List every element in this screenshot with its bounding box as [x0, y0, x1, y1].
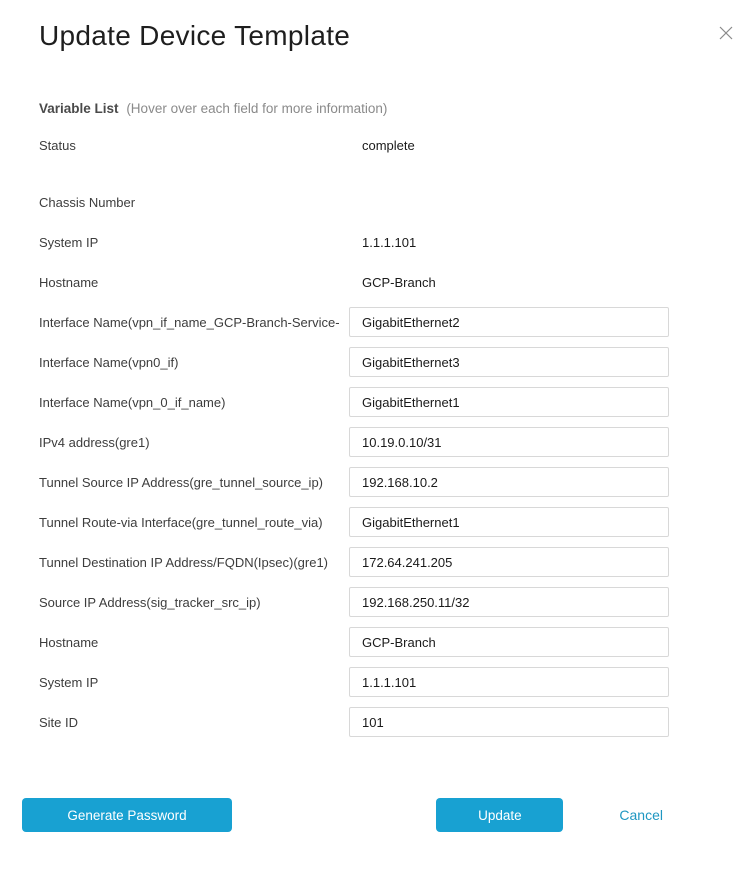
- field-row-tunnel-source-ip: [39, 462, 669, 502]
- cancel-button[interactable]: Cancel: [619, 807, 663, 823]
- field-row-tunnel-destination-ip: [39, 542, 669, 582]
- field-row-source-ip-tracker: [39, 582, 669, 622]
- close-x-glyph: [718, 25, 734, 41]
- field-row-interface-name-service: [39, 302, 669, 342]
- field-label: Chassis Number: [39, 194, 136, 210]
- generate-password-button[interactable]: Generate Password: [22, 798, 232, 832]
- system-ip-input[interactable]: [349, 667, 669, 697]
- variable-list-heading: Variable List: [39, 101, 119, 116]
- field-row-system-ip-readonly: [39, 222, 669, 262]
- footer-action-group: [436, 798, 663, 832]
- update-button[interactable]: Update: [436, 798, 563, 832]
- field-row-tunnel-route-via: [39, 502, 669, 542]
- field-row-ipv4-address-gre1: [39, 422, 669, 462]
- close-icon[interactable]: [716, 23, 736, 43]
- field-label: Interface Name(vpn_0_if_name): [39, 394, 226, 410]
- field-label: Tunnel Route-via Interface(gre_tunnel_route_via): [39, 514, 323, 530]
- interface-name-vpn-0-if-name-input[interactable]: [349, 387, 669, 417]
- field-label: System IP: [39, 674, 99, 690]
- interface-name-vpn0-if-input[interactable]: [349, 347, 669, 377]
- dialog-footer: [22, 798, 663, 832]
- field-row-hostname-readonly: [39, 262, 669, 302]
- field-row-interface-name-vpn0-if: [39, 342, 669, 382]
- field-row-chassis-number: [39, 182, 669, 222]
- tunnel-route-via-input[interactable]: [349, 507, 669, 537]
- field-label: Interface Name(vpn0_if): [39, 354, 179, 370]
- field-value: complete: [362, 137, 415, 153]
- hostname-input[interactable]: [349, 627, 669, 657]
- field-row-hostname: [39, 622, 669, 662]
- field-label: Hostname: [39, 634, 99, 650]
- field-label: Status: [39, 137, 76, 153]
- variable-list-hint: (Hover over each field for more information): [126, 101, 388, 116]
- field-label: Source IP Address(sig_tracker_src_ip): [39, 594, 261, 610]
- source-ip-tracker-input[interactable]: [349, 587, 669, 617]
- field-label: Tunnel Source IP Address(gre_tunnel_source_ip): [39, 474, 324, 490]
- field-value: 1.1.1.101: [362, 234, 417, 250]
- field-value: GCP-Branch: [362, 274, 436, 290]
- variable-list-fields: [39, 125, 669, 742]
- field-label: System IP: [39, 234, 99, 250]
- field-row-interface-name-vpn-0-if-name: [39, 382, 669, 422]
- interface-name-service-input[interactable]: [349, 307, 669, 337]
- variable-list-header: [39, 101, 752, 117]
- dialog-title: Update Device Template: [39, 20, 351, 51]
- field-label: Site ID: [39, 714, 79, 730]
- update-device-template-dialog: [0, 18, 752, 883]
- field-row-system-ip: [39, 662, 669, 702]
- tunnel-destination-ip-input[interactable]: [349, 547, 669, 577]
- site-id-input[interactable]: [349, 707, 669, 737]
- tunnel-source-ip-input[interactable]: [349, 467, 669, 497]
- ipv4-address-gre1-input[interactable]: [349, 427, 669, 457]
- field-label: IPv4 address(gre1): [39, 434, 150, 450]
- field-label: Hostname: [39, 274, 99, 290]
- field-row-status: [39, 125, 669, 165]
- field-label: Interface Name(vpn_if_name_GCP-Branch-Service-: [39, 314, 340, 330]
- field-label: Tunnel Destination IP Address/FQDN(Ipsec)(gre1): [39, 554, 329, 570]
- field-row-site-id: [39, 702, 669, 742]
